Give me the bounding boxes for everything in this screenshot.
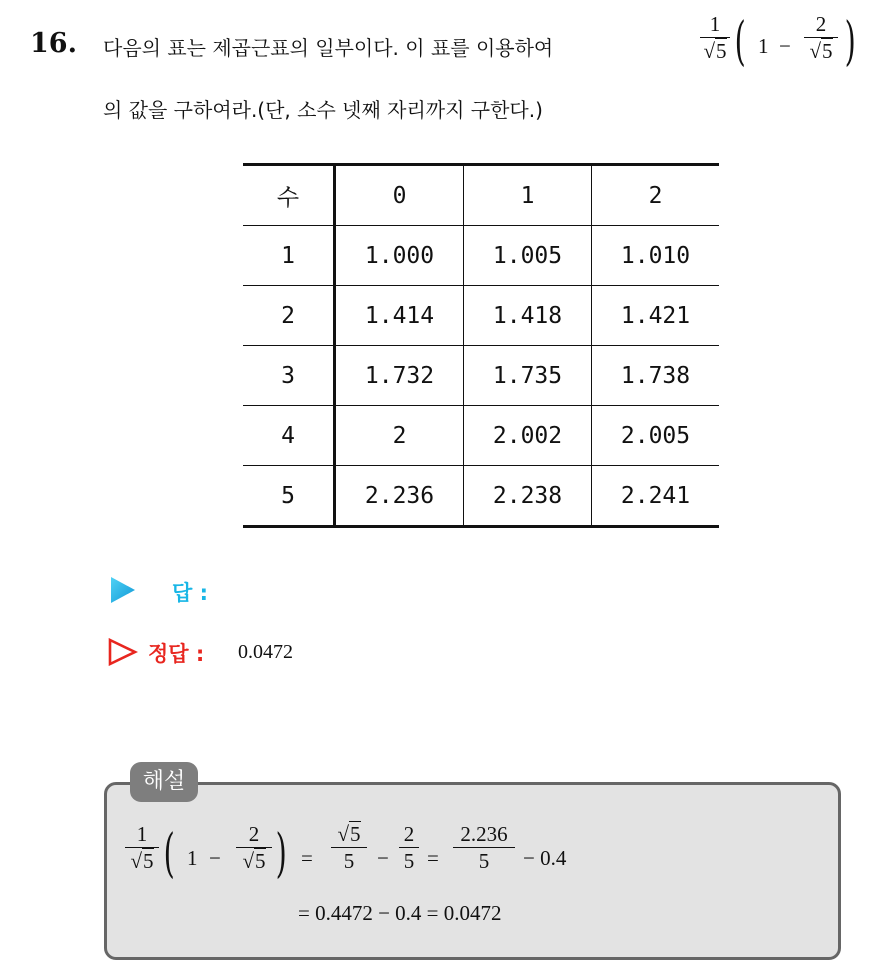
table-cell: 2	[335, 406, 464, 466]
expr-fraction-2: 2 √5	[804, 12, 838, 63]
sol-one: 1	[187, 846, 198, 870]
sol-fraction-4	[399, 822, 419, 873]
table-cell: 1.418	[464, 286, 592, 346]
table-header-cell: 1	[464, 165, 592, 226]
sol-fraction-2: 2 √5	[236, 822, 272, 873]
sol-fraction-1: 1 √5	[125, 822, 159, 873]
correct-answer-value: 0.0472	[238, 641, 293, 663]
sol-left-paren: (	[163, 824, 175, 884]
table-header-row	[243, 165, 719, 226]
solution-line-2: = 0.4472 − 0.4 = 0.0472	[298, 901, 502, 925]
table-cell: 1.010	[592, 226, 720, 286]
sol-right-paren: )	[275, 824, 287, 884]
table-cell: 1.732	[335, 346, 464, 406]
expr-numerator: 1	[709, 12, 721, 36]
table-cell: 5	[243, 466, 335, 527]
table-cell: 3	[243, 346, 335, 406]
expr-one: 1	[758, 34, 769, 58]
expr-numerator-2: 2	[815, 12, 827, 36]
solution-tab: 해설	[130, 762, 198, 802]
sol-f1-numerator: 1	[136, 822, 148, 846]
sol-f3-radicand: 5	[350, 822, 361, 846]
question-expression	[700, 12, 870, 82]
sol-fraction-3: √5 5	[331, 822, 367, 873]
left-paren: (	[734, 12, 746, 72]
solution-line-1	[125, 822, 825, 892]
correct-answer-label: 정답 :	[148, 642, 205, 666]
correct-answer-arrow-icon	[108, 638, 138, 666]
answer-label: 답 :	[172, 581, 208, 605]
sol-minus: −	[209, 846, 221, 870]
right-paren: )	[844, 12, 856, 72]
table-cell: 2.236	[335, 466, 464, 527]
sol-f5-numerator: 2.236	[460, 822, 508, 846]
question-number: 16.	[30, 28, 77, 59]
question-text-line2: 의 값을 구하여라.(단, 소수 넷째 자리까지 구한다.)	[103, 98, 543, 122]
sol-f4-numerator: 2	[403, 822, 415, 846]
sol-equals: =	[301, 846, 313, 870]
table-cell: 2	[243, 286, 335, 346]
table-cell: 1.000	[335, 226, 464, 286]
table-cell: 4	[243, 406, 335, 466]
table-cell: 1.735	[464, 346, 592, 406]
expr-radicand: 5	[716, 39, 727, 63]
table-cell: 2.002	[464, 406, 592, 466]
sol-f5-denominator: 5	[478, 849, 490, 873]
table-header-cell: 수	[243, 165, 335, 226]
sol-f2-numerator: 2	[248, 822, 260, 846]
table-row	[243, 466, 719, 527]
table-cell: 1.421	[592, 286, 720, 346]
table-cell: 2.005	[592, 406, 720, 466]
sol-f4-denominator: 5	[403, 849, 415, 873]
table-row	[243, 286, 719, 346]
table-cell: 1	[243, 226, 335, 286]
table-cell: 2.241	[592, 466, 720, 527]
expr-fraction-1: 1 √5	[700, 12, 730, 63]
table-row	[243, 406, 719, 466]
answer-arrow-icon	[110, 576, 136, 604]
table-cell: 1.414	[335, 286, 464, 346]
table-header-cell: 2	[592, 165, 720, 226]
expr-minus: −	[779, 34, 791, 58]
sol-f1-radicand: 5	[143, 849, 154, 873]
table-header-cell: 0	[335, 165, 464, 226]
sol-fraction-5	[453, 822, 515, 873]
sol-equals-2: =	[427, 846, 439, 870]
sol-f3-denominator: 5	[343, 849, 355, 873]
sol-minus-2: −	[377, 846, 389, 870]
table-cell: 1.738	[592, 346, 720, 406]
square-root-table	[243, 163, 719, 528]
expr-radicand-2: 5	[822, 39, 833, 63]
sol-tail: − 0.4	[523, 846, 567, 870]
table-cell: 2.238	[464, 466, 592, 527]
table-row	[243, 346, 719, 406]
table-row	[243, 226, 719, 286]
table-cell: 1.005	[464, 226, 592, 286]
question-text-line1: 다음의 표는 제곱근표의 일부이다. 이 표를 이용하여	[103, 36, 554, 60]
sol-f2-radicand: 5	[255, 849, 266, 873]
